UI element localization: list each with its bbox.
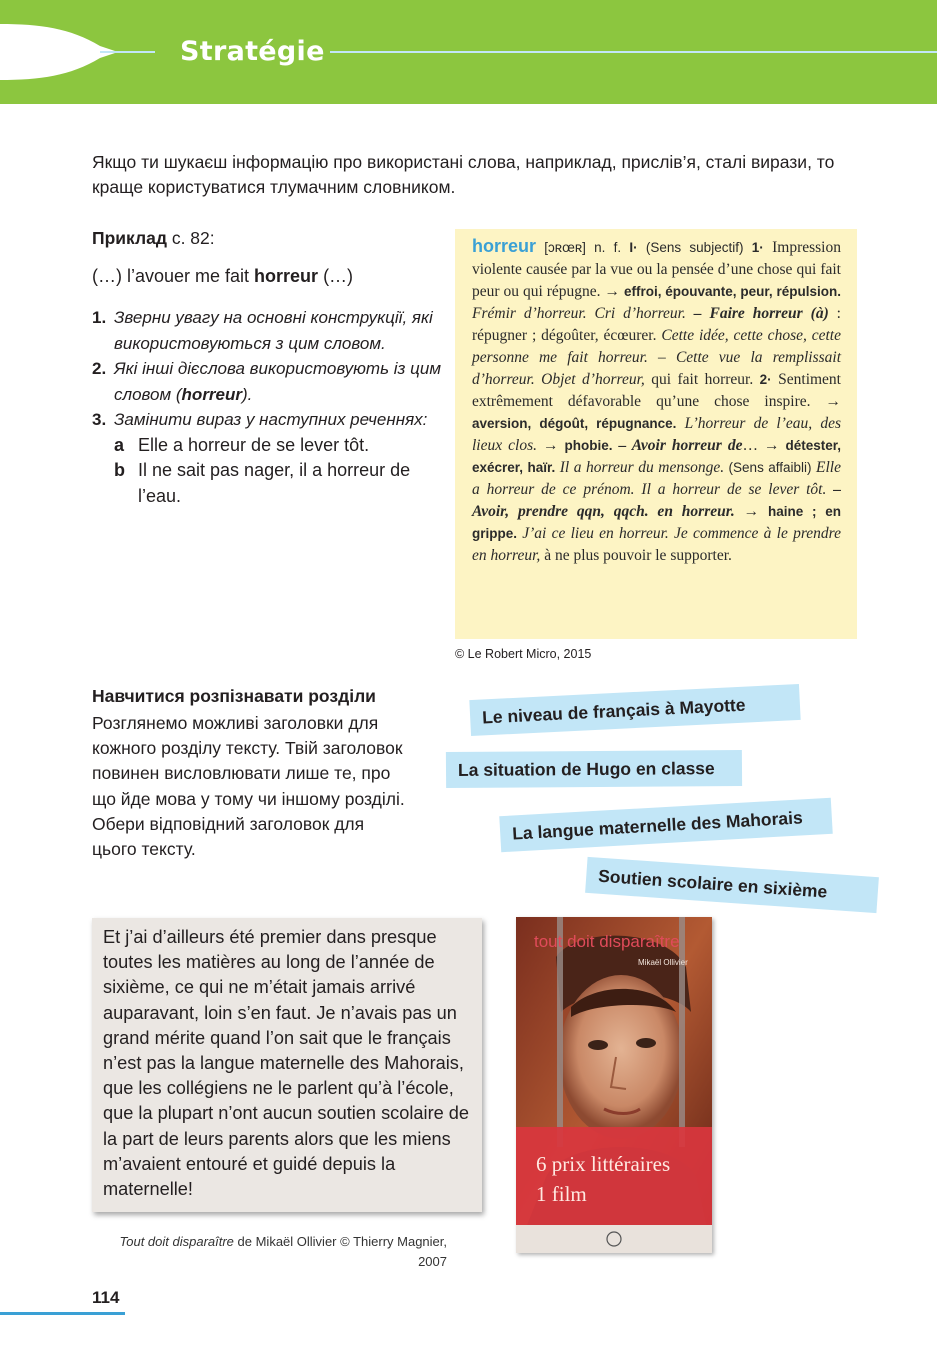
sub-task-item xyxy=(92,433,447,459)
section-header xyxy=(0,0,937,104)
dict-text: – Faire horreur (à) xyxy=(685,305,829,322)
dict-text: effroi, épouvante, peur, répulsion. xyxy=(623,284,841,299)
book-cover-image xyxy=(516,917,712,1253)
task-number: 3. xyxy=(92,410,107,429)
dict-text: 1· xyxy=(751,240,764,255)
dict-text: I· xyxy=(629,240,638,255)
example-label: Приклад xyxy=(92,228,167,248)
dict-text: détester, exécrer, haïr. xyxy=(472,438,842,475)
page-number: 114 xyxy=(92,1288,120,1307)
dict-text: L’horreur de l’eau, des lieux clos. xyxy=(472,415,841,454)
dict-text: : répugner ; dégoûter, écœurer. xyxy=(472,305,841,344)
example-sentence-end: (…) xyxy=(318,266,354,286)
dict-text: phobie. xyxy=(564,438,613,453)
dict-text: Il a horreur du mensonge. xyxy=(555,459,725,476)
task-text-part: Які інші дієслова використовують із цим словом ( xyxy=(114,359,441,404)
dict-text: (Sens subjectif) xyxy=(637,240,752,255)
example-sentence xyxy=(92,266,353,287)
dict-text: haine ; en grippe. xyxy=(472,504,842,541)
book-cover-film: 1 film xyxy=(536,1182,587,1206)
caption-credit: de Mikaël Ollivier © Thierry Magnier, 2007 xyxy=(233,1234,447,1269)
dict-text: Cette idée, cette chose, cette personne me fait horreur. xyxy=(472,327,841,366)
heading-option: La langue maternelle des Mahorais xyxy=(499,798,832,852)
task-text-part: ). xyxy=(242,384,253,404)
intro-paragraph: Якщо ти шукаєш інформацію про використані слова, наприклад, прислів’я, сталі вирази, то краще користуватися тлумачним словником. xyxy=(92,152,835,197)
dict-text: Frémir d’horreur. Cri d’horreur. xyxy=(472,305,686,322)
task-item xyxy=(92,305,447,356)
quote-caption xyxy=(110,1232,447,1272)
example-sentence-start: (…) l’avouer me fait xyxy=(92,266,255,286)
task-text: Замінити вираз у наступних реченнях: xyxy=(114,410,428,429)
recognize-text: Розглянемо можливі заголовки для кожного розділу тексту. Твій заголовок повинен висловлювати лише те, про що йде мова у тому чи іншому розділі. Обери відповідний заголовок для цього тексту. xyxy=(92,713,405,860)
dict-text: … → xyxy=(742,437,786,454)
task-number: 1. xyxy=(92,308,107,327)
heading-option: Le niveau de français à Mayotte xyxy=(469,684,800,736)
task-item xyxy=(92,407,447,433)
dict-text: qui fait horreur. xyxy=(644,371,760,388)
caption-book-title: Tout doit disparaître xyxy=(119,1234,234,1249)
task-text: Зверни увагу на основні конструкції, які використовуються з цим словом. xyxy=(114,308,433,353)
recognize-title: Навчитися розпізнавати розділи xyxy=(92,686,376,706)
dictionary-credit: © Le Robert Micro, 2015 xyxy=(455,647,592,661)
dict-text: aversion, dégoût, répugnance. xyxy=(472,416,677,431)
dict-text: Elle a horreur de ce prénom. Il a horreur de se lever tôt. xyxy=(472,459,841,498)
dictionary-headword: horreur xyxy=(472,236,537,256)
dictionary-entry xyxy=(455,229,857,639)
dict-text: Impression violente causée par la vue ou la pensée d’une chose qui fait peur ou qui répugne. → xyxy=(472,239,841,300)
dict-text: – Avoir, prendre qqn, qqch. en horreur. xyxy=(472,481,841,520)
dict-text: Cette vue la remplissait d’horreur. Objet d’horreur, xyxy=(472,349,842,388)
sub-task-letter: a xyxy=(114,434,125,455)
dict-text: → xyxy=(536,437,565,454)
task-list xyxy=(92,305,447,509)
sub-task-text: Il ne sait pas nager, il a horreur de l’eau. xyxy=(138,460,411,506)
dict-text: Sentiment extrêmement défavorable qu’une chose inspire. → xyxy=(472,371,841,410)
dict-text: – Avoir horreur de xyxy=(612,437,743,454)
book-cover-prizes: 6 prix littéraires xyxy=(536,1152,671,1176)
book-cover-title: tout doit disparaître xyxy=(534,932,680,951)
sub-task-text: Elle a horreur de se lever tôt. xyxy=(138,434,370,455)
dict-text: [ɔʀœʀ] n. f. xyxy=(536,240,630,255)
sub-task-item xyxy=(92,458,447,509)
dict-text: J’ai ce lieu en horreur. Je commence à le prendre en horreur, xyxy=(472,525,841,564)
page-number-underline xyxy=(0,1312,125,1315)
task-number: 2. xyxy=(92,359,107,378)
example-page-ref: с. 82: xyxy=(166,228,215,248)
dict-text: à ne plus pouvoir le supporter. xyxy=(540,547,732,564)
header-wave-decoration xyxy=(0,0,937,104)
example-heading xyxy=(92,228,215,249)
dict-text: – xyxy=(647,349,676,366)
book-cover-author: Mikaël Ollivier xyxy=(638,958,688,967)
example-keyword: horreur xyxy=(254,266,319,286)
heading-option: La situation de Hugo en classe xyxy=(446,750,742,788)
quote-excerpt: Et j’ai d’ailleurs été premier dans presque toutes les matières au long de l’année de sixième, ce qui ne m’était jamais arrivé auparavant, loin s’en faut. Je n’avais pas un grand mérite quand l’on sait que le français n’est pas la langue maternelle des Mahorais, que les collégiens ne le parlent qu’à l’école, que la plupart n’ont aucun soutien scolaire de la part de leurs parents alors que les miens m’avaient entouré et guidé depuis la maternelle! xyxy=(92,918,482,1212)
task-item xyxy=(92,356,447,407)
task-text xyxy=(114,359,441,404)
sub-task-letter: b xyxy=(114,460,125,480)
task-keyword: horreur xyxy=(181,384,243,404)
heading-option: Soutien scolaire en sixième xyxy=(585,857,879,913)
dict-text: (Sens affaibli) xyxy=(724,460,812,475)
dict-text: → xyxy=(734,503,769,520)
dict-text: 2· xyxy=(759,372,772,387)
section-title: Stratégie xyxy=(180,36,325,67)
